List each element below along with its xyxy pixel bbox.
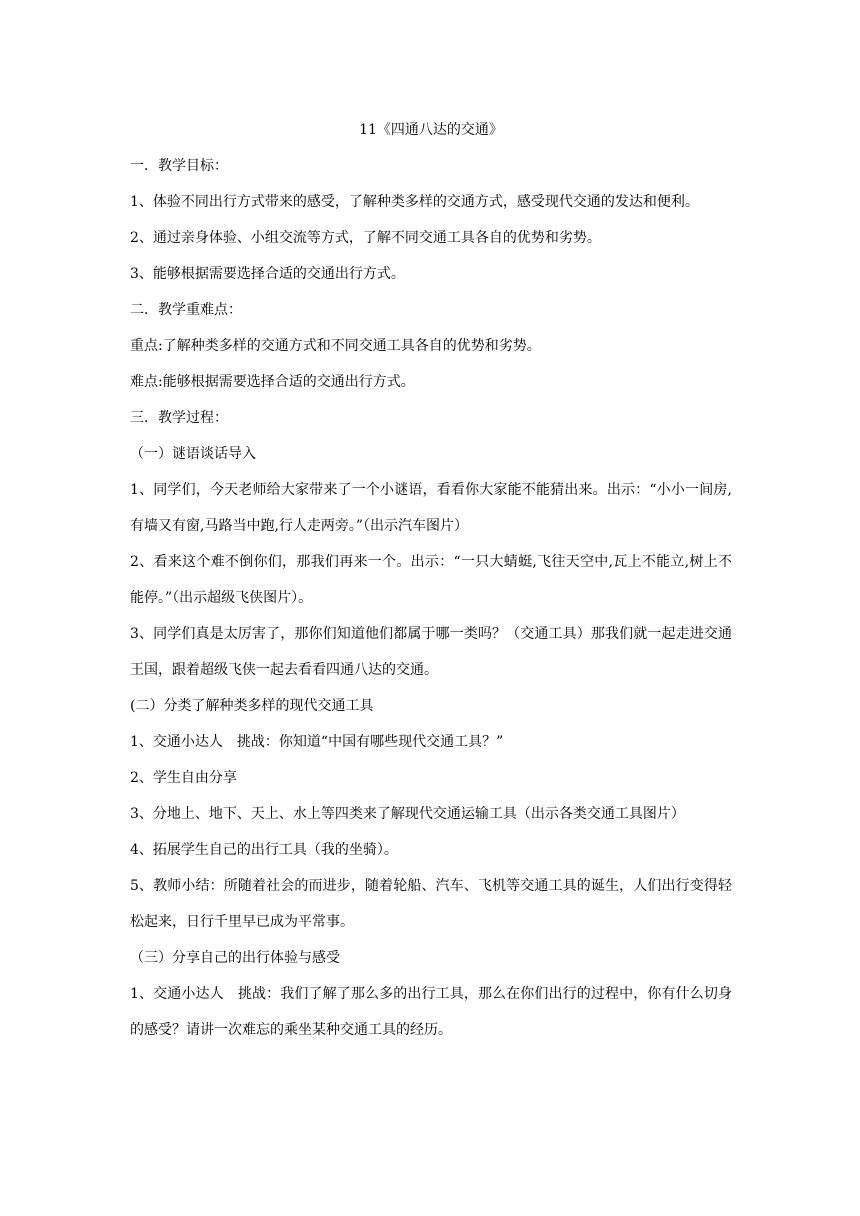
body-line: 1、体验不同出行方式带来的感受，了解种类多样的交通方式，感受现代交通的发达和便利。	[130, 194, 699, 210]
body-line: 3、分地上、地下、天上、水上等四类来了解现代交通运输工具（出示各类交通工具图片）	[130, 806, 685, 822]
body-line: 2、通过亲身体验、小组交流等方式，了解不同交通工具各自的优势和劣势。	[130, 230, 601, 246]
body-paragraph: 5、教师小结：所随着社会的而进步，随着轮船、汽车、飞机等交通工具的诞生，人们出行变得轻松起来，日行千里早已成为平常事。	[130, 878, 732, 930]
body-paragraph: 1、同学们，今天老师给大家带来了一个小谜语，看看你大家能不能猜出来。出示：“小小一间房,有墙又有窗,马路当中跑,行人走两旁。”（出示汽车图片）	[130, 482, 732, 534]
body-line: 重点:了解种类多样的交通方式和不同交通工具各自的优势和劣势。	[130, 338, 541, 354]
body-paragraph: 3、同学们真是太厉害了，那你们知道他们都属于哪一类吗？（交通工具）那我们就一起走进交通王国，跟着超级飞侠一起去看看四通八达的交通。	[130, 626, 732, 678]
document-lines	[130, 154, 732, 1048]
body-line: 二．教学重难点：	[130, 302, 242, 318]
document-body	[130, 118, 732, 1054]
body-paragraph: 2、看来这个难不倒你们，那我们再来一个。出示：“一只大蜻蜓,飞往天空中,瓦上不能立,树上不能停。”（出示超级飞侠图片）。	[130, 554, 732, 606]
body-line: 1、交通小达人 挑战：你知道“中国有哪些现代交通工具？”	[130, 734, 504, 750]
body-line: 2、学生自由分享	[130, 770, 237, 786]
body-line: 三．教学过程：	[130, 410, 228, 426]
body-line: 3、能够根据需要选择合适的交通出行方式。	[130, 266, 405, 282]
document-title: 11《四通八达的交通》	[359, 122, 503, 138]
body-line: (二）分类了解种类多样的现代交通工具	[130, 698, 374, 714]
body-line: 4、拓展学生自己的出行工具（我的坐骑）。	[130, 842, 398, 858]
body-line: （一）谜语谈话导入	[130, 446, 256, 462]
body-paragraph: 1、交通小达人 挑战：我们了解了那么多的出行工具，那么在你们出行的过程中，你有什么切身的感受？请讲一次难忘的乘坐某种交通工具的经历。	[130, 986, 732, 1038]
body-line: （三）分享自己的出行体验与感受	[130, 950, 340, 966]
body-line: 一．教学目标：	[130, 158, 228, 174]
body-line: 难点:能够根据需要选择合适的交通出行方式。	[130, 374, 415, 390]
